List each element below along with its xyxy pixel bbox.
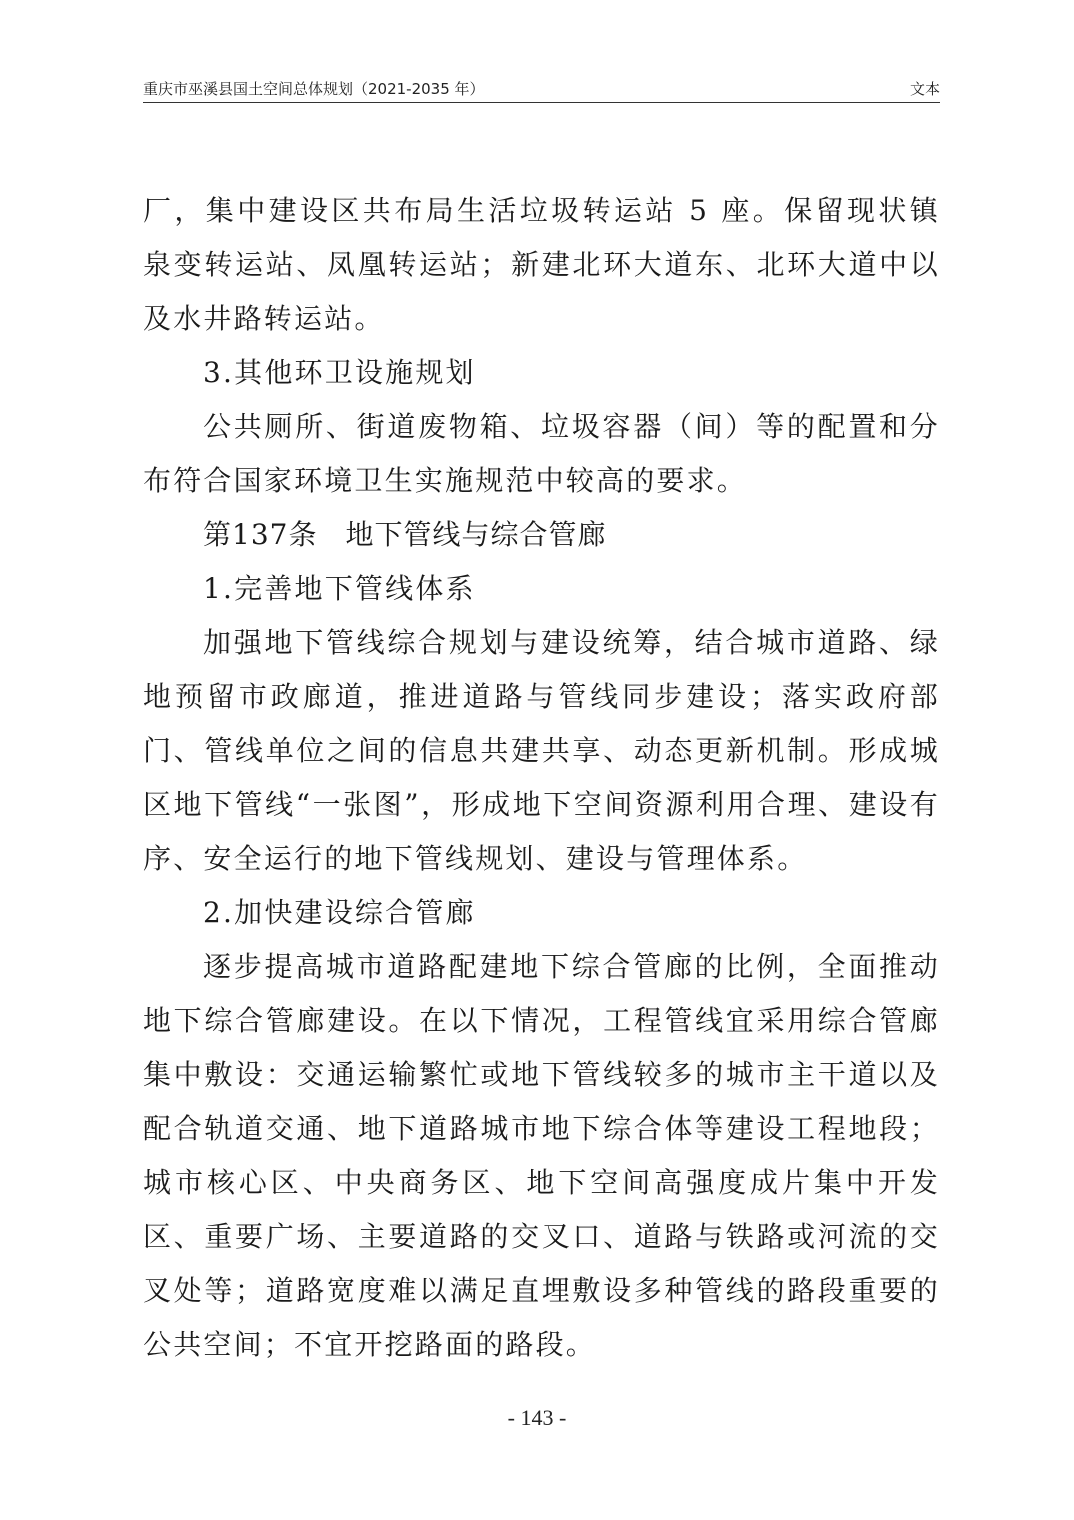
document-title: 重庆市巫溪县国土空间总体规划（2021-2035 年） [143,80,485,98]
document-type: 文本 [909,80,940,98]
paragraph-sanitation: 公共厕所、街道废物箱、垃圾容器（间）等的配置和分布符合国家环境卫生实施规范中较高的要求。 [143,410,940,497]
article-heading [143,508,940,562]
section-heading-2: 2.加快建设综合管廊 [203,896,476,929]
section-heading-1: 1.完善地下管线体系 [203,572,476,605]
article-title: 地下管线与综合管廊 [345,518,607,551]
article-number: 第137条 [203,518,318,551]
paragraph-continuation: 厂，集中建设区共布局生活垃圾转运站 5 座。保留现状镇泉变转运站、凤凰转运站；新建北环大道东、北环大道中以及水井路转运站。 [143,194,940,335]
section-heading-3: 3.其他环卫设施规划 [203,356,476,389]
paragraph-utility-tunnel: 逐步提高城市道路配建地下综合管廊的比例，全面推动地下综合管廊建设。在以下情况，工程管线宜采用综合管廊集中敷设：交通运输繁忙或地下管线较多的城市主干道以及配合轨道交通、地下道路城市地下综合体等建设工程地段；城市核心区、中央商务区、地下空间高强度成片集中开发区、重要广场、主要道路的交叉口、道路与铁路或河流的交叉处等；道路宽度难以满足直埋敷设多种管线的路段重要的公共空间；不宜开挖路面的路段。 [143,950,940,1361]
main-content [143,184,940,1372]
page-number: - 143 - [507,1405,567,1430]
paragraph-pipelines: 加强地下管线综合规划与建设统筹，结合城市道路、绿地预留市政廊道，推进道路与管线同步建设；落实政府部门、管线单位之间的信息共建共享、动态更新机制。形成城区地下管线“一张图”，形成地下空间资源利用合理、建设有序、安全运行的地下管线规划、建设与管理体系。 [143,626,940,875]
header-divider [143,102,940,103]
page-header [143,76,940,102]
